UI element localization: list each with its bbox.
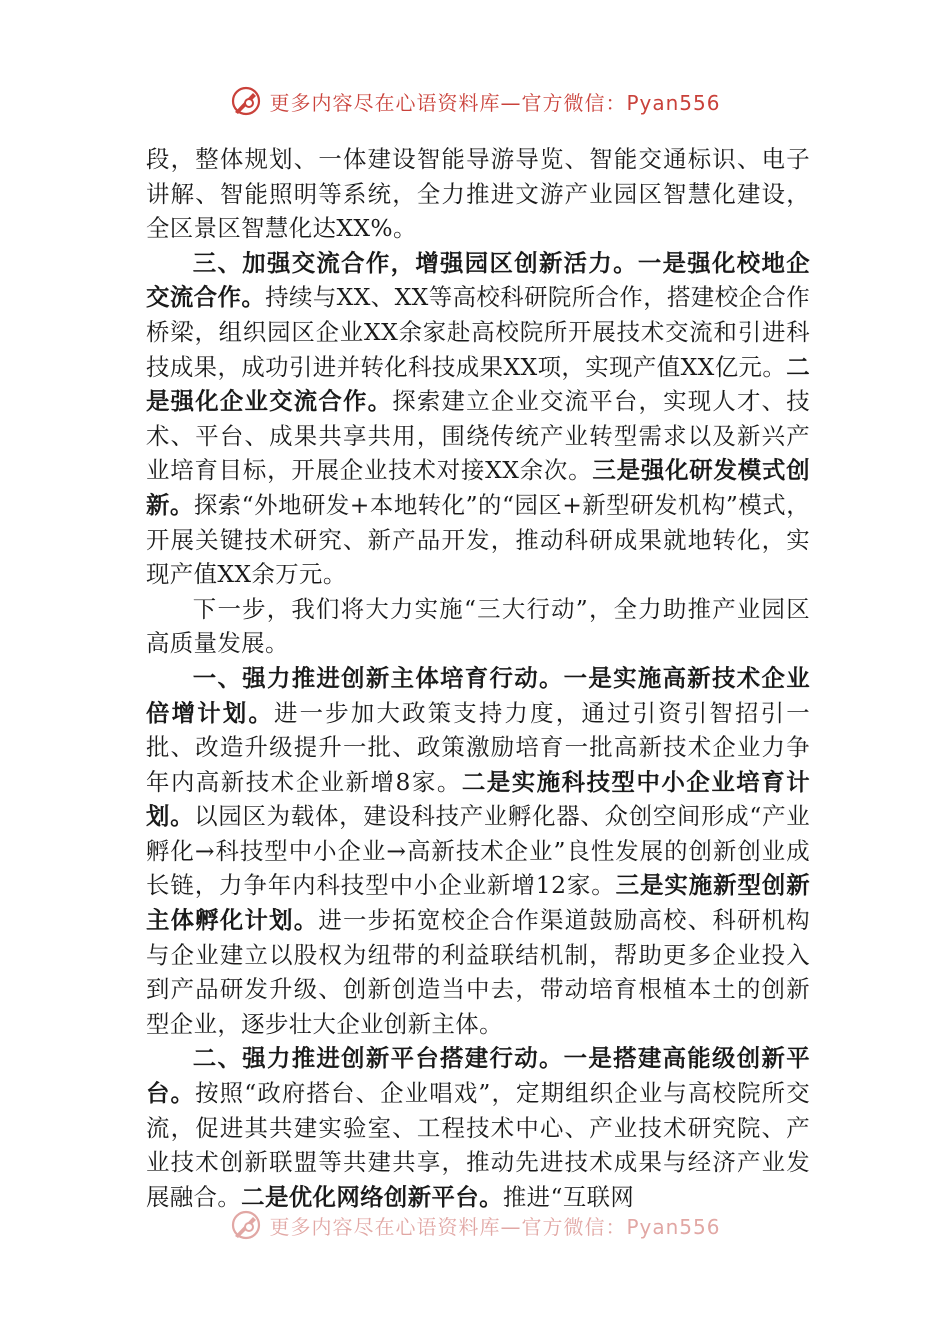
bold-heading-run: 二是强化企业交流合作。 [146,352,810,416]
bold-heading-run: 二、强力推进创新平台搭建行动。一是搭建高能级创新平台。 [146,1044,810,1108]
watermark-header [0,84,950,118]
text-run: 进一步加大政策支持力度，通过引资引智招引一批、改造升级提升一批、政策激励培育一批高新技术企业力争年内高新技术企业新增8家。 [146,698,810,796]
bold-heading-run: 三是强化研发模式创新。 [146,456,810,519]
text-run: 探索建立企业交流平台，实现人才、技术、平台、成果共享共用，围绕传统产业转型需求以及新兴产业培育目标，开展企业技术对接XX余次。 [146,387,810,485]
text-run: 探索“外地研发+本地转化”的“园区+新型研发机构”模式，开展关键技术研究、新产品开发，推动科研成果就地转化，实现产值XX余万元。 [146,490,810,589]
bold-heading-run: 二是优化网络创新平台。 [241,1182,503,1211]
paragraph [146,1041,810,1214]
text-run: 段，整体规划、一体建设智能导游导览、智能交通标识、电子讲解、智能照明等系统，全力推进文游产业园区智慧化建设，全区景区智慧化达XX%。 [146,145,810,243]
paragraph [146,661,810,1042]
bold-heading-run: 一、强力推进创新主体培育行动。一是实施高新技术企业倍增计划。 [146,663,810,727]
pen-logo-icon [229,84,263,118]
text-run: 推进“互联网 [502,1182,635,1211]
watermark-text: 更多内容尽在心语资料库—官方微信：Pyan556 [269,1214,721,1239]
text-run: 以园区为载体，建设科技产业孵化器、众创空间形成“产业孵化→科技型中小企业→高新技术企业”良性发展的创新创业成长链，力争年内科技型中小企业新增12家。 [146,802,810,900]
text-run: 持续与XX、XX等高校科研院所合作，搭建校企合作桥梁，组织园区企业XX余家赴高校院所开展技术交流和引进科技成果，成功引进并转化科技成果XX项，实现产值XX亿元。 [146,283,810,381]
text-run: 进一步拓宽校企合作渠道鼓励高校、科研机构与企业建立以股权为纽带的利益联结机制，帮助更多企业投入到产品研发升级、创新创造当中去，带动培育根植本土的创新型企业，逐步壮大企业创新主体。 [146,906,810,1038]
paragraph [146,142,810,246]
paragraph [146,592,810,661]
document-body [146,142,810,1214]
bold-heading-run: 三是实施新型创新主体孵化计划。 [146,871,811,935]
text-run: 按照“政府搭台、企业唱戏”，定期组织企业与高校院所交流，促进其共建实验室、工程技术中心、产业技术研究院、产业技术创新联盟等共建共享，推动先进技术成果与经济产业发展融合。 [146,1079,810,1211]
paragraph [146,246,810,592]
text-run: 下一步，我们将大力实施“三大行动”，全力助推产业园区高质量发展。 [146,594,810,658]
watermark-text: 更多内容尽在心语资料库—官方微信：Pyan556 [269,90,721,115]
bold-heading-run: 二是实施科技型中小企业培育计划。 [146,767,810,831]
watermark-footer [0,1208,950,1242]
bold-heading-run: 三、加强交流合作，增强园区创新活力。一是强化校地企交流合作。 [146,248,810,312]
pen-logo-icon [229,1208,263,1242]
